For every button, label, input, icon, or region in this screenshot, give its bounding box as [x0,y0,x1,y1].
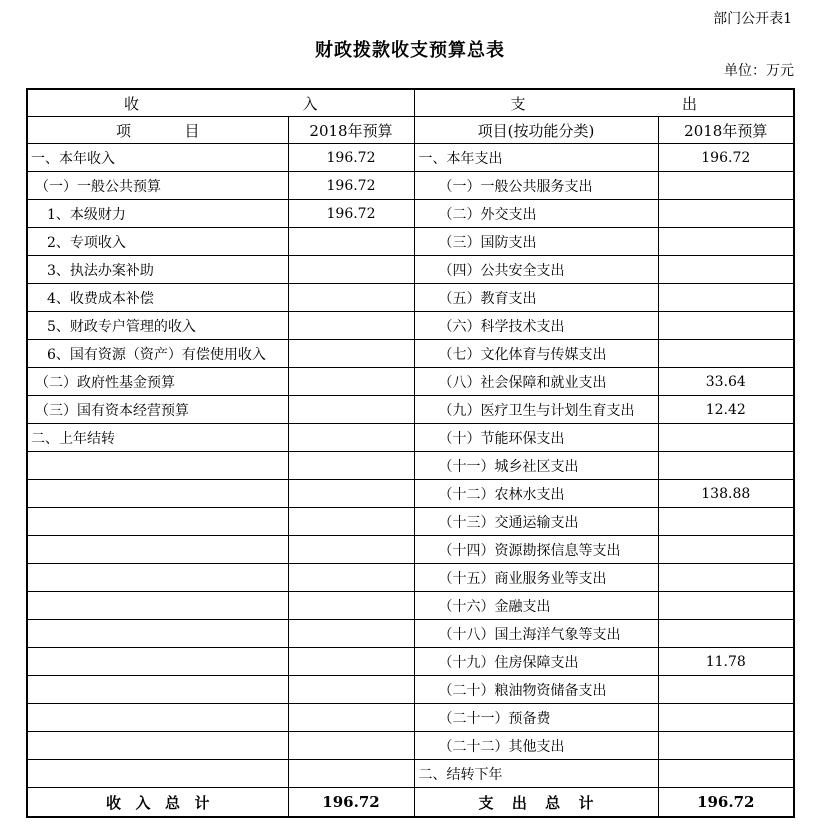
expenditure-item-cell: （四）公共安全支出 [414,256,658,284]
unit-label: 单位：万元 [724,63,794,79]
table-row [27,648,794,676]
revenue-total-value: 196.72 [288,788,414,818]
expenditure-item-cell: （八）社会保障和就业支出 [414,368,658,396]
expenditure-value-cell [658,312,794,340]
expenditure-item-cell: （五）教育支出 [414,284,658,312]
revenue-item-cell: 二、上年结转 [27,424,288,452]
revenue-value-cell [288,760,414,788]
table-row [27,480,794,508]
revenue-value-cell [288,424,414,452]
table-row [27,704,794,732]
revenue-item-cell: 一、本年收入 [27,144,288,172]
revenue-value-cell: 196.72 [288,172,414,200]
revenue-value-cell [288,368,414,396]
table-row [27,564,794,592]
expenditure-item-cell: （三）国防支出 [414,228,658,256]
revenue-section-header: 收入 [27,89,414,117]
expenditure-value-cell [658,452,794,480]
revenue-item-cell: 6、国有资源（资产）有偿使用收入 [27,340,288,368]
expenditure-value-cell [658,200,794,228]
expenditure-budget-column-header: 2018年预算 [658,117,794,144]
expenditure-value-cell [658,536,794,564]
revenue-item-column-header: 项目 [27,117,288,144]
revenue-value-cell [288,256,414,284]
expenditure-item-cell: （二十一）预备费 [414,704,658,732]
expenditure-item-cell: （十四）资源勘探信息等支出 [414,536,658,564]
table-row [27,732,794,760]
revenue-item-cell [27,508,288,536]
expenditure-value-cell [658,760,794,788]
revenue-item-cell: （一）一般公共预算 [27,172,288,200]
expenditure-value-cell [658,620,794,648]
table-row [27,172,794,200]
revenue-item-cell [27,480,288,508]
table-row [27,452,794,480]
revenue-value-cell [288,228,414,256]
table-row [27,144,794,172]
expenditure-item-cell: （十三）交通运输支出 [414,508,658,536]
expenditure-item-cell: （九）医疗卫生与计划生育支出 [414,396,658,424]
revenue-value-cell [288,508,414,536]
table-row [27,424,794,452]
revenue-value-cell [288,480,414,508]
table-row [27,396,794,424]
revenue-value-cell [288,676,414,704]
table-row [27,368,794,396]
revenue-item-cell [27,648,288,676]
revenue-item-cell: 5、财政专户管理的收入 [27,312,288,340]
revenue-value-cell [288,704,414,732]
expenditure-item-cell: （十）节能环保支出 [414,424,658,452]
expenditure-total-label: 支出总计 [414,788,658,818]
expenditure-item-cell: （十八）国土海洋气象等支出 [414,620,658,648]
expenditure-item-cell: （十九）住房保障支出 [414,648,658,676]
table-row [27,592,794,620]
expenditure-item-column-header: 项目(按功能分类) [414,117,658,144]
revenue-item-cell [27,732,288,760]
revenue-value-cell [288,620,414,648]
revenue-item-cell [27,452,288,480]
expenditure-value-cell: 12.42 [658,396,794,424]
table-row [27,228,794,256]
table-row [27,760,794,788]
revenue-item-cell: 1、本级财力 [27,200,288,228]
table-body [27,144,794,788]
expenditure-value-cell [658,508,794,536]
revenue-item-cell [27,620,288,648]
table-row [27,676,794,704]
revenue-total-label: 收入总计 [27,788,288,818]
expenditure-value-cell [658,284,794,312]
expenditure-value-cell: 33.64 [658,368,794,396]
table-row [27,536,794,564]
revenue-item-cell [27,676,288,704]
column-header-row [27,117,794,144]
expenditure-value-cell [658,676,794,704]
revenue-item-cell [27,564,288,592]
revenue-value-cell [288,396,414,424]
revenue-item-cell: （二）政府性基金预算 [27,368,288,396]
expenditure-item-cell: （十五）商业服务业等支出 [414,564,658,592]
expenditure-value-cell: 138.88 [658,480,794,508]
table-row [27,340,794,368]
expenditure-item-cell: （六）科学技术支出 [414,312,658,340]
total-row [27,788,794,818]
table-row [27,284,794,312]
expenditure-item-cell: （十六）金融支出 [414,592,658,620]
revenue-item-cell [27,704,288,732]
expenditure-value-cell [658,340,794,368]
section-header-row [27,89,794,117]
revenue-value-cell [288,592,414,620]
revenue-value-cell [288,284,414,312]
expenditure-value-cell [658,172,794,200]
revenue-item-cell [27,760,288,788]
expenditure-item-cell: 二、结转下年 [414,760,658,788]
table-header [27,89,794,144]
expenditure-total-value: 196.72 [658,788,794,818]
expenditure-item-cell: （十二）农林水支出 [414,480,658,508]
budget-table [26,88,795,818]
expenditure-value-cell: 196.72 [658,144,794,172]
table-row [27,620,794,648]
expenditure-value-cell [658,424,794,452]
revenue-item-cell: 2、专项收入 [27,228,288,256]
revenue-item-cell: 3、执法办案补助 [27,256,288,284]
expenditure-value-cell [658,704,794,732]
expenditure-value-cell [658,732,794,760]
revenue-item-cell: （三）国有资本经营预算 [27,396,288,424]
revenue-item-cell: 4、收费成本补偿 [27,284,288,312]
expenditure-value-cell [658,592,794,620]
revenue-value-cell: 196.72 [288,200,414,228]
revenue-value-cell: 196.72 [288,144,414,172]
table-row [27,200,794,228]
page-title: 财政拨款收支预算总表 [315,40,505,61]
revenue-value-cell [288,564,414,592]
expenditure-item-cell: （二十二）其他支出 [414,732,658,760]
revenue-value-cell [288,648,414,676]
expenditure-value-cell: 11.78 [658,648,794,676]
revenue-item-cell [27,592,288,620]
revenue-value-cell [288,452,414,480]
revenue-budget-column-header: 2018年预算 [288,117,414,144]
expenditure-value-cell [658,564,794,592]
expenditure-item-cell: （十一）城乡社区支出 [414,452,658,480]
expenditure-item-cell: （二）外交支出 [414,200,658,228]
revenue-value-cell [288,340,414,368]
table-row [27,312,794,340]
table-row [27,256,794,284]
expenditure-value-cell [658,228,794,256]
revenue-item-cell [27,536,288,564]
expenditure-item-cell: （二十）粮油物资储备支出 [414,676,658,704]
revenue-value-cell [288,732,414,760]
revenue-value-cell [288,536,414,564]
expenditure-item-cell: （一）一般公共服务支出 [414,172,658,200]
revenue-value-cell [288,312,414,340]
table-footer [27,788,794,818]
expenditure-item-cell: （七）文化体育与传媒支出 [414,340,658,368]
table-row [27,508,794,536]
form-number: 部门公开表1 [713,11,792,27]
expenditure-value-cell [658,256,794,284]
expenditure-section-header: 支出 [414,89,794,117]
expenditure-item-cell: 一、本年支出 [414,144,658,172]
